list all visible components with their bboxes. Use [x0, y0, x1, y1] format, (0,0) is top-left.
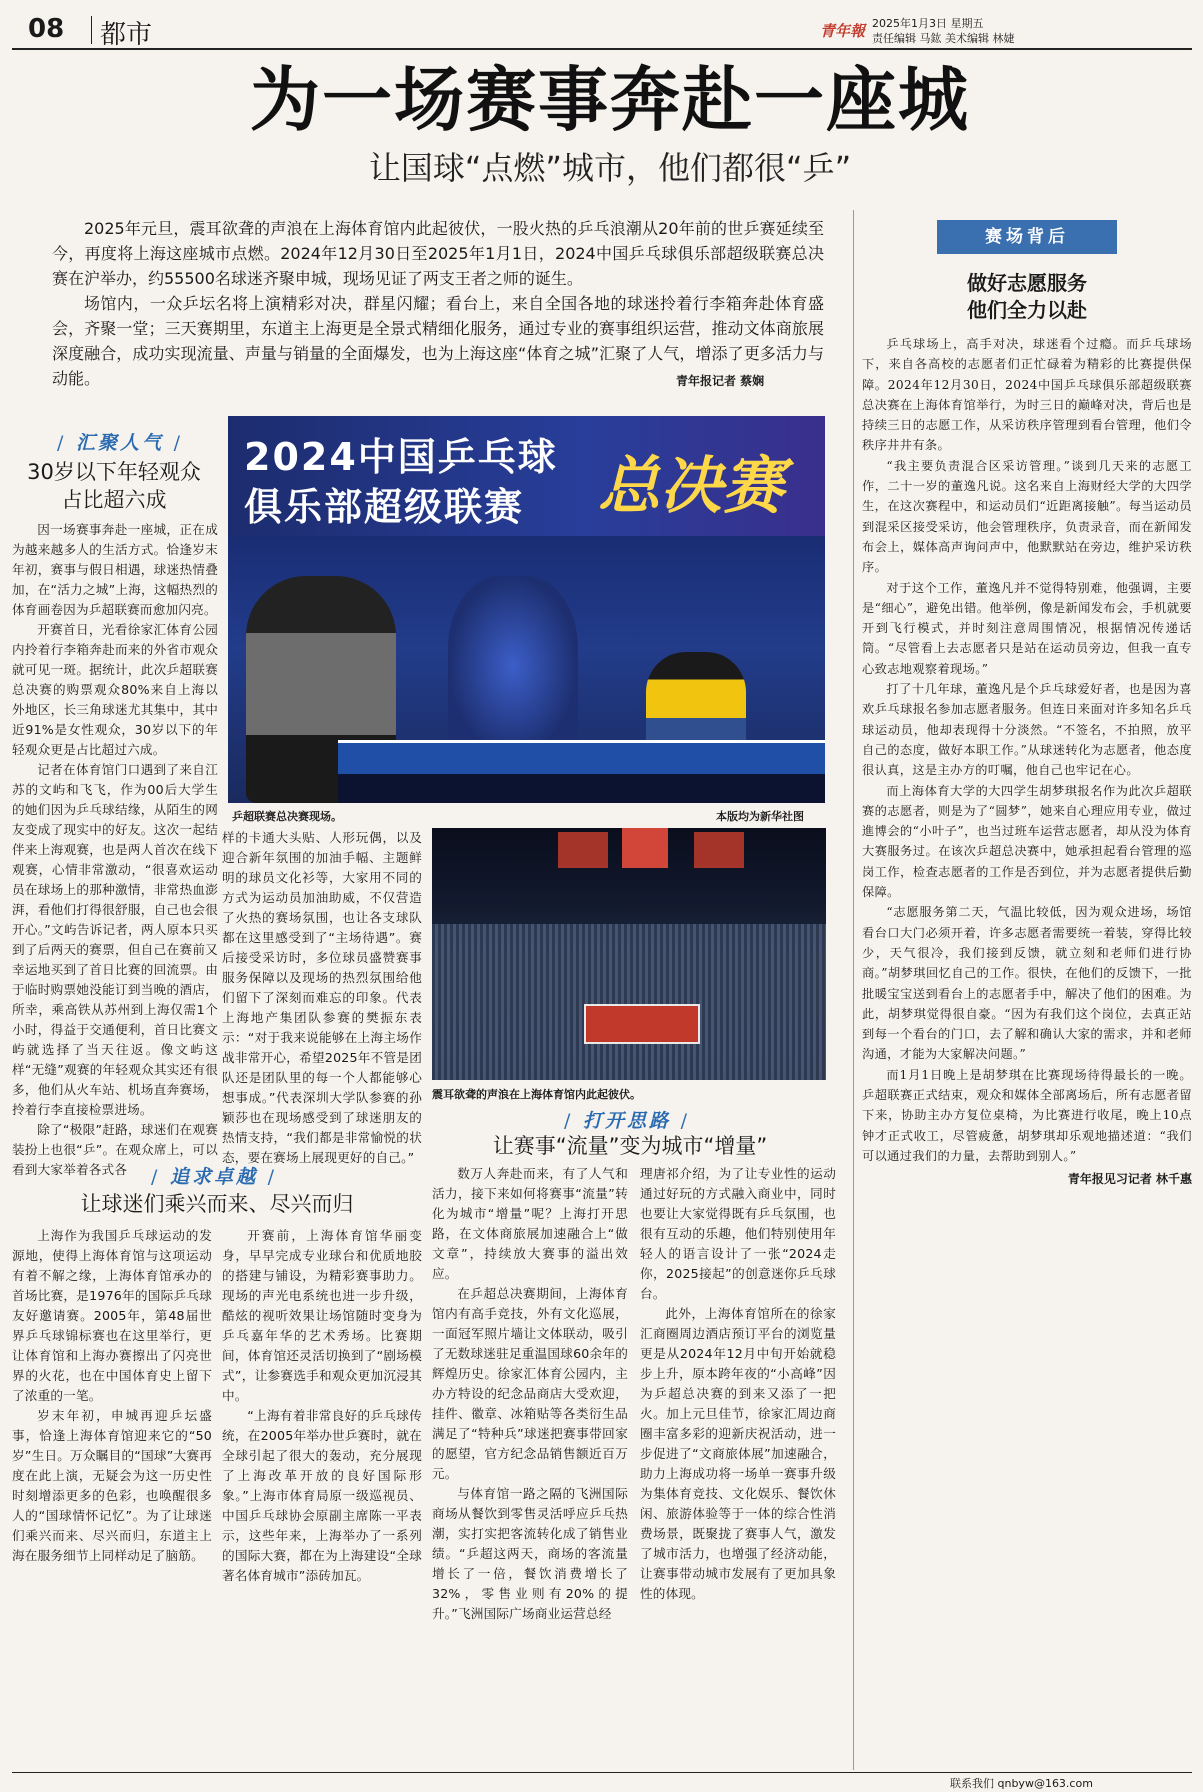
section3-paragraph: 与体育馆一路之隔的飞洲国际商场从餐饮到零售灵活呼应乒乓热潮，实打实把客流转化成了销售业绩。“乒超这两天，商场的客流量增长了一倍，餐饮消费增长了32%，零售业则有20%的提升。”飞洲国际广场商业运营总经: [432, 1486, 628, 1621]
lead-byline: 青年报记者 蔡娴: [676, 374, 765, 388]
section1-tag: / 汇聚人气 /: [56, 432, 184, 454]
sidebar-paragraph: 对于这个工作，董逸凡并不觉得特别难，他强调，主要是“细心”，避免出错。他举例，像是新闻发布会，手机就要开到飞行模式，并时刻注意周围情况，根据情况传递话筒。“尽管看上去志愿者只是站在运动员旁边，但我一直专心致志地观察着现场。”: [862, 580, 1192, 676]
sidebar-paragraph: 打了十几年球，董逸凡是个乒乓球爱好者，也是因为喜欢乒乓球报名参加志愿者服务。但连日来面对许多知名乒乓球运动员，他却表现得十分淡然。“不签名，不拍照，放平自己的态度，做好本职工作。”从球迷转化为志愿者，他态度很认真，这是主办方的叮嘱，他自己也牢记在心。: [862, 682, 1192, 778]
section1-paragraph: 记者在体育馆门口遇到了来自江苏的文屿和飞飞，作为00后大学生的她们因为乒乓球结缘，从陌生的网友变成了现实中的好友。这次一起结伴来上海观赛，也是两人首次在线下观赛，心情非常激动，“很喜欢运动员在球场上的那种激情，非常热血澎湃，看他们打得很舒服，自己也会很开心。”文屿告诉记者，两人原本只买到了后两天的赛票，但自己在赛前又幸运地买到了首日比赛的回流票。由于临时购票她没能订到当晚的酒店，所幸，乘高铁从苏州到上海仅需1个小时，得益于交通便利，首日比赛文屿就选择了当天往返。像文屿这样“无缝”观赛的年轻观众其实还有很多，他们从火车站、机场直奔赛场，拎着行李直接检票进场。: [12, 762, 218, 1117]
section2-paragraph: 开赛前，上海体育馆华丽变身，早早完成专业球台和优质地胶的搭建与铺设，为精彩赛事助力。现场的声光电系统也进一步升级，酷炫的视听效果让场馆随时变身为乒乓嘉年华的艺术秀场。比赛期间，体育馆还灵活切换到了“剧场模式”，让参赛选手和观众更加沉浸其中。: [222, 1228, 422, 1403]
footer-rule: [12, 1772, 1192, 1773]
arena-crowd: [432, 924, 826, 1080]
section3-paragraph: 理唐祁介绍，为了让专业性的运动通过好玩的方式融入商业中，同时也要让大家觉得既有乒乓氛围，也很有互动的乐趣，他们特别使用年轻人的语言设计了一张“2024走你，2025接起”的创意迷你乒乓球台。: [640, 1166, 836, 1301]
screen-text-2: 俱乐部超级联赛: [244, 485, 525, 529]
headline: 为一场赛事奔赴一座城: [250, 59, 970, 141]
lead-paragraph: 场馆内，一众乒坛名将上演精彩对决，群星闪耀；看台上，来自全国各地的球迷拎着行李箱奔赴体育盛会，齐聚一堂；三天赛期里，东道主上海更是全景式精细化服务，通过专业的赛事组织运营，推动文体商旅展深度融合，成功实现流量、声量与销量的全面爆发，也为上海这座“体育之城”汇聚了人气，增添了更多活力与动能。: [52, 294, 824, 388]
page-header: [12, 10, 1192, 50]
sidebar-paragraph: “志愿服务第二天，气温比较低，因为观众进场，场馆看台口大门必须开着，许多志愿者需要统一着装，穿得比较少，天气很冷，我们接到反馈，就立刻和老师们进行协商。”胡梦琪回忆自己的工作。很快，在他们的反馈下，一批批暖宝宝送到看台上的志愿者手中，解决了他们的困难。为此，胡梦琪觉得很自豪。“因为有我们这个岗位，去真正站到每一个看台的门口，去了解和确认大家的需求，并和老师沟通，才能为大家解决问题。”: [862, 905, 1192, 1062]
sidebar-byline: 青年报见习记者 林千惠: [1067, 1172, 1192, 1187]
page-number: 08: [28, 14, 65, 44]
section2-col2: [222, 1226, 422, 1586]
section3-tag-text: 打开思路: [582, 1110, 671, 1132]
section3-paragraph: 在乒超总决赛期间，上海体育馆内有高手竞技，外有文化巡展，一面冠军照片墙让文体联动，吸引了无数球迷驻足重温国球60余年的辉煌历史。徐家汇体育公园内，主办方特设的纪念品商店大受欢迎，挂件、徽章、冰箱贴等各类衍生品满足了“特种兵”球迷把赛事带回家的愿望，官方纪念品销售额近百万元。: [432, 1286, 628, 1481]
section1-paragraph: 因一场赛事奔赴一座城，正在成为越来越多人的生活方式。恰逢岁末年初，赛事与假日相遇，球迷热情叠加，在“活力之城”上海，这幅热烈的体育画卷因为乒超联赛而愈加闪亮。: [12, 522, 218, 617]
header-divider: [91, 16, 92, 44]
arena-photo: [432, 828, 826, 1080]
trophy-silhouette: [448, 576, 578, 756]
screen-text-1: 2024中国乒乓球: [244, 435, 558, 479]
sidebar: [862, 214, 1192, 1187]
section3-col2: [640, 1164, 836, 1604]
photo-caption-1: 乒超联赛总决赛现场。: [232, 810, 342, 823]
arena-court: [584, 1004, 700, 1044]
section1-col2: [222, 828, 422, 1168]
section1-paragraph: 开赛首日，光看徐家汇体育公园内拎着行李箱奔赴而来的外省市观众就可见一斑。据统计，此次乒超联赛总决赛的购票观众80%来自上海以外地区，长三角球迷尤其集中，其中近91%是女性观众，30岁以下的年轻观众更是占比超过六成。: [12, 622, 218, 757]
section1-col1: [12, 520, 218, 1180]
section3-title: 让赛事“流量”变为城市“增量”: [492, 1134, 768, 1158]
photo-credit: 本版均为新华社图: [716, 810, 804, 823]
section3-paragraph: 此外，上海体育馆所在的徐家汇商圈周边酒店预订平台的浏览量更是从2024年12月中旬开始就稳步上升，原本跨年夜的“小高峰”因为乒超总决赛的到来又添了一把火。加上元旦佳节，徐家汇周边商圈丰富多彩的迎新庆祝活动，进一步促进了“文商旅体展”加速融合，助力上海成功将一场单一赛事升级为集体育竞技、文化娱乐、餐饮休闲、旅游体验等于一体的综合性消费场景，既聚拢了赛事人气，激发了城市活力，也增强了经济动能，让赛事带动城市发展有了更加具象性的体现。: [640, 1306, 836, 1601]
arena-screen-center: [622, 828, 668, 868]
screen-text-big: 总决赛: [598, 449, 785, 522]
subheadline: 让国球“点燃”城市，他们都很“乒”: [368, 149, 852, 187]
sidebar-paragraph: 乒乓球场上，高手对决，球迷看个过瘾。而乒乓球场下，来自各高校的志愿者们正忙碌着为精彩的比赛提供保障。2024年12月30日，2024中国乒乓球俱乐部超级联赛总决赛在上海体育馆举行，为时三日的巅峰对决，背后也是持续三日的志愿工作，从采访秩序管理到看台管理，他们令秩序井井有条。: [862, 337, 1192, 453]
footer-contact: 联系我们 qnbyw@163.com: [950, 1777, 1093, 1790]
section1-title-1: 30岁以下年轻观众: [27, 460, 201, 484]
section2-paragraph: 岁末年初，申城再迎乒坛盛事，恰逢上海体育馆迎来它的“50岁”生日。万众瞩目的“国球”大赛再度在此上演，无疑会为这一历史性时刻增添更多的色彩，也唤醒很多人的“国球情怀记忆”。为了让球迷们乘兴而来、尽兴而归，东道主上海在服务细节上同样动足了脑筋。: [12, 1408, 212, 1563]
ping-pong-table: [338, 740, 825, 777]
sidebar-body: [862, 334, 1192, 1166]
sidebar-paragraph: “我主要负责混合区采访管理。”谈到几天来的志愿工作，二十一岁的董逸凡说。这名来自上海财经大学的大四学生，在这次赛程中，和运动员们“近距离接触”。每当运动员到混采区接受采访，他会管理秩序，负责录音，而在新闻发布会上，媒体高声询问声中，他默默站在旁边，维护采访秩序。: [862, 458, 1192, 575]
section2-tag-text: 追求卓越: [169, 1166, 258, 1188]
section2-paragraph: “上海有着非常良好的乒乓球传统，在2005年举办世乒赛时，就在全球引起了很大的轰动，充分展现了上海改革开放的良好国际形象。”上海市体育局原一级巡视员、中国乒乓球协会原副主席陈一平表示，这些年来，上海举办了一系列的国际大赛，都在为上海建设“全球著名体育城市”添砖加瓦。: [222, 1408, 422, 1583]
photo-caption-2: 震耳欲聋的声浪在上海体育馆内此起彼伏。: [432, 1088, 641, 1101]
section3-col1: [432, 1164, 628, 1624]
header-date: 2025年1月3日 星期五: [872, 17, 984, 30]
newspaper-logo: 青年報: [820, 22, 866, 40]
sidebar-tag: 赛场背后: [985, 227, 1069, 247]
section3-tag: / 打开思路 /: [563, 1110, 691, 1132]
section1-tag-text: 汇聚人气: [75, 432, 164, 454]
sidebar-paragraph: 而上海体育大学的大四学生胡梦琪报名作为此次乒超联赛的志愿者，则是为了“圆梦”，她来自心理应用专业，做过進博会的“小叶子”，也当过班车运营志愿者，却从没为体育大赛服务过。在该次乒超总决赛中，她承担起看台管理的巡岗工作，检查志愿者的工作是否到位，并为志愿者提供后勤保障。: [862, 783, 1192, 900]
lead-text: [52, 216, 824, 391]
section1-paragraph: 除了“极限”赶路，球迷们在观赛装扮上也很“乒”。在观众席上，可以看到大家举着各式各: [12, 1122, 218, 1177]
section2-paragraph: 上海作为我国乒乓球运动的发源地，使得上海体育馆与这项运动有着不解之缘，上海体育馆承办的首场比赛，是1976年的国际乒乓球友好邀请赛。2005年，第48届世界乒乓球锦标赛也在这里举行，更让体育馆和上海办赛擦出了闪亮世界的火花，也在中国体育史上留下了浓重的一笔。: [12, 1228, 212, 1403]
section-name: 都市: [100, 20, 153, 50]
main-photo: [228, 416, 825, 803]
section3-paragraph: 数万人奔赴而来，有了人气和活力，接下来如何将赛事“流量”转化为城市“增量”呢？上海打开思路，在文体商旅展加速融合上“做文章”，持续放大赛事的溢出效应。: [432, 1166, 628, 1281]
section2-col1: [12, 1226, 212, 1566]
arena-screen-left: [558, 832, 608, 868]
sidebar-divider: [853, 210, 854, 1770]
section2-tag: / 追求卓越 /: [150, 1166, 278, 1188]
lead-paragraph: 2025年元旦，震耳欲聋的声浪在上海体育馆内此起彼伏，一股火热的乒乓浪潮从20年前的世乒赛延续至今，再度将上海这座城市点燃。2024年12月30日至2025年1月1日，2024中国乒乓球俱乐部超级联赛总决赛在沪举办，约55500名球迷齐聚申城，现场见证了两支王者之师的诞生。: [52, 219, 824, 288]
sidebar-title-2: 他们全力以赴: [967, 298, 1087, 322]
table-shadow: [338, 774, 825, 803]
sidebar-tag-box: [937, 220, 1117, 254]
sidebar-paragraph: 而1月1日晚上是胡梦琪在比赛现场待得最长的一晚。乒超联赛正式结束，观众和媒体全部离场后，所有志愿者留下来，协助主办方复位桌椅，为比赛进行收尾，晚上10点钟才正式收工，尽管疲惫，胡梦琪却乐观地描述道：“我们可以通过我们的力量，去帮助到别人。”: [862, 1067, 1192, 1163]
section1-paragraph-cont: 样的卡通大头贴、人形玩偶，以及迎合新年氛围的加油手幅、主题鲜明的球员文化衫等，大家用不同的方式为运动员加油助威，不仅营造了火热的赛场氛围，也让各支球队都在这里感受到了“主场待遇”。赛后接受采访时，多位球员盛赞赛事服务保障以及现场的热烈氛围给他们留下了深刻而难忘的印象。代表上海地产集团队参赛的樊振东表示：“对于我来说能够在上海主场作战非常开心，希望2025年不管是团队还是团队里的每一个人都能够心想事成。”代表深圳大学队参赛的孙颖莎也在现场感受到了球迷朋友的热情支持，“我们都是非常愉悦的状态，要在赛场上展现更好的自己。”: [222, 830, 422, 1165]
header-editors: 责任编辑 马鈜 美术编辑 林婕: [872, 32, 1015, 45]
sidebar-title-1: 做好志愿服务: [967, 271, 1087, 295]
section1-title-2: 占比超六成: [61, 488, 167, 512]
section2-title: 让球迷们乘兴而来、尽兴而归: [80, 1192, 354, 1216]
arena-screen-right: [694, 832, 744, 868]
